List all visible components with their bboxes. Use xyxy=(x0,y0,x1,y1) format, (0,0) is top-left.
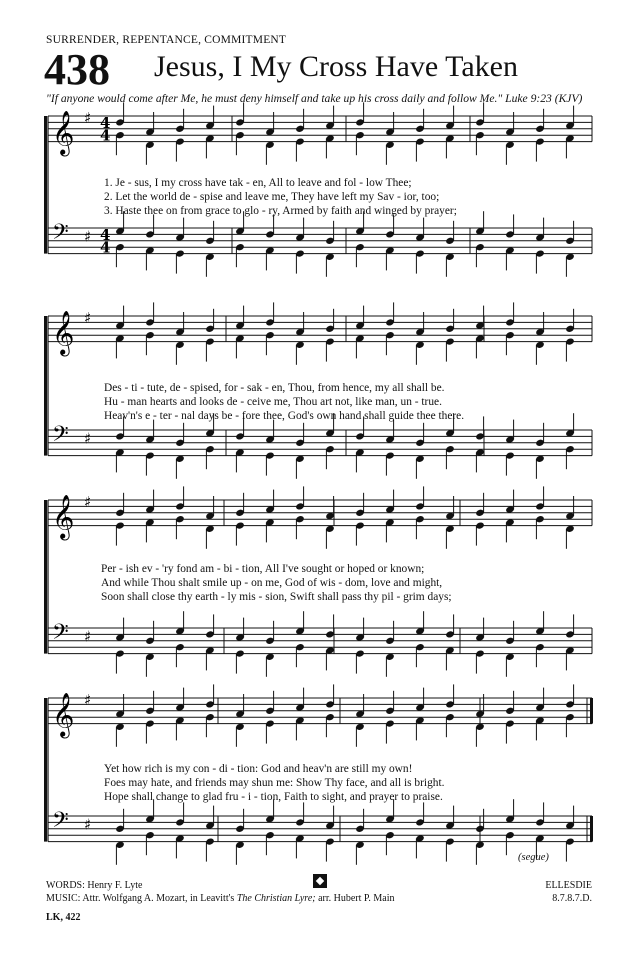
time-signature: 4 xyxy=(100,225,111,244)
bass-clef-icon: 𝄢 xyxy=(52,619,69,650)
lyric-line: Foes may hate, and friends may shun me: Show Thy face, and all is bright. xyxy=(104,777,445,789)
hymn-category: SURRENDER, REPENTANCE, COMMITMENT xyxy=(46,34,287,46)
final-barline xyxy=(590,816,593,842)
bass-clef-icon: 𝄢 xyxy=(52,219,69,250)
music-credit: MUSIC: Attr. Wolfgang A. Mozart, in Leavitt's The Christian Lyre; arr. Hubert P. Main xyxy=(46,892,395,904)
segue-mark: (segue) xyxy=(518,852,549,863)
lyric-line: Hu - man hearts and looks de - ceive me, Thou art not, like man, un - true. xyxy=(104,396,442,408)
key-signature-sharp-icon: ♯ xyxy=(84,627,92,646)
lyric-line: 1. Je - sus, I my cross have tak - en, All to leave and fol - low Thee; xyxy=(104,177,412,189)
words-credit: WORDS: Henry F. Lyte xyxy=(46,880,143,891)
key-signature-sharp-icon: ♯ xyxy=(84,109,92,128)
lyric-line: Yet how rich is my con - di - tion: God and heav'n are still my own! xyxy=(104,763,413,775)
system-brace xyxy=(44,500,47,654)
key-signature-sharp-icon: ♯ xyxy=(84,815,92,834)
time-signature: 4 xyxy=(100,113,111,132)
tune-meter: 8.7.8.7.D. xyxy=(552,892,592,904)
lyric-line: Per - ish ev - 'ry fond am - bi - tion, All I've sought or hoped or known; xyxy=(101,563,425,575)
tune-info xyxy=(545,880,592,905)
key-signature-sharp-icon: ♯ xyxy=(84,691,92,710)
treble-clef-icon: 𝄞 xyxy=(52,110,75,155)
time-signature: 4 xyxy=(100,238,111,257)
key-signature-sharp-icon: ♯ xyxy=(84,227,92,246)
treble-clef-icon: 𝄞 xyxy=(52,494,75,539)
system-brace xyxy=(44,316,47,456)
lyric-line: 2. Let the world de - spise and leave me, They have left my Sav - ior, too; xyxy=(104,191,440,203)
time-signature: 4 xyxy=(100,126,111,145)
bass-clef-icon: 𝄢 xyxy=(52,807,69,838)
lyric-line: Hope shall change to glad fru - i - tion, Faith to sight, and prayer to praise. xyxy=(104,791,443,803)
scripture-epigraph: "If anyone would come after Me, he must deny himself and take up his cross daily and follow Me." Luke 9:23 (KJV) xyxy=(46,92,583,105)
treble-clef-icon: 𝄞 xyxy=(52,310,75,355)
lyric-line: 3. Haste thee on from grace to glo - ry, Armed by faith and winged by prayer; xyxy=(104,205,457,217)
lyric-line: And while Thou shalt smile up - on me, God of wis - dom, love and might, xyxy=(101,577,443,589)
tune-name: ELLESDIE xyxy=(545,880,592,891)
final-barline xyxy=(590,698,593,724)
hymnal-reference: LK, 422 xyxy=(46,912,81,923)
bass-clef-icon: 𝄢 xyxy=(52,421,69,452)
key-signature-sharp-icon: ♯ xyxy=(84,429,92,448)
hymn-title: Jesus, I My Cross Have Taken xyxy=(154,50,518,83)
system-brace xyxy=(44,116,47,254)
lyric-line: Heav'n's e - ter - nal days be - fore thee, God's own hand shall guide thee there. xyxy=(104,410,465,422)
lyric-line: Des - ti - tute, de - spised, for - sak - en, Thou, from hence, my all shall be. xyxy=(104,382,445,394)
key-signature-sharp-icon: ♯ xyxy=(84,309,92,328)
treble-clef-icon: 𝄞 xyxy=(52,692,75,737)
lyric-line: Soon shall close thy earth - ly mis - sion, Swift shall pass thy pil - grim days; xyxy=(101,591,452,603)
hymn-number: 438 xyxy=(44,45,110,94)
key-signature-sharp-icon: ♯ xyxy=(84,493,92,512)
footer-credits xyxy=(46,880,394,905)
system-brace xyxy=(44,698,47,842)
